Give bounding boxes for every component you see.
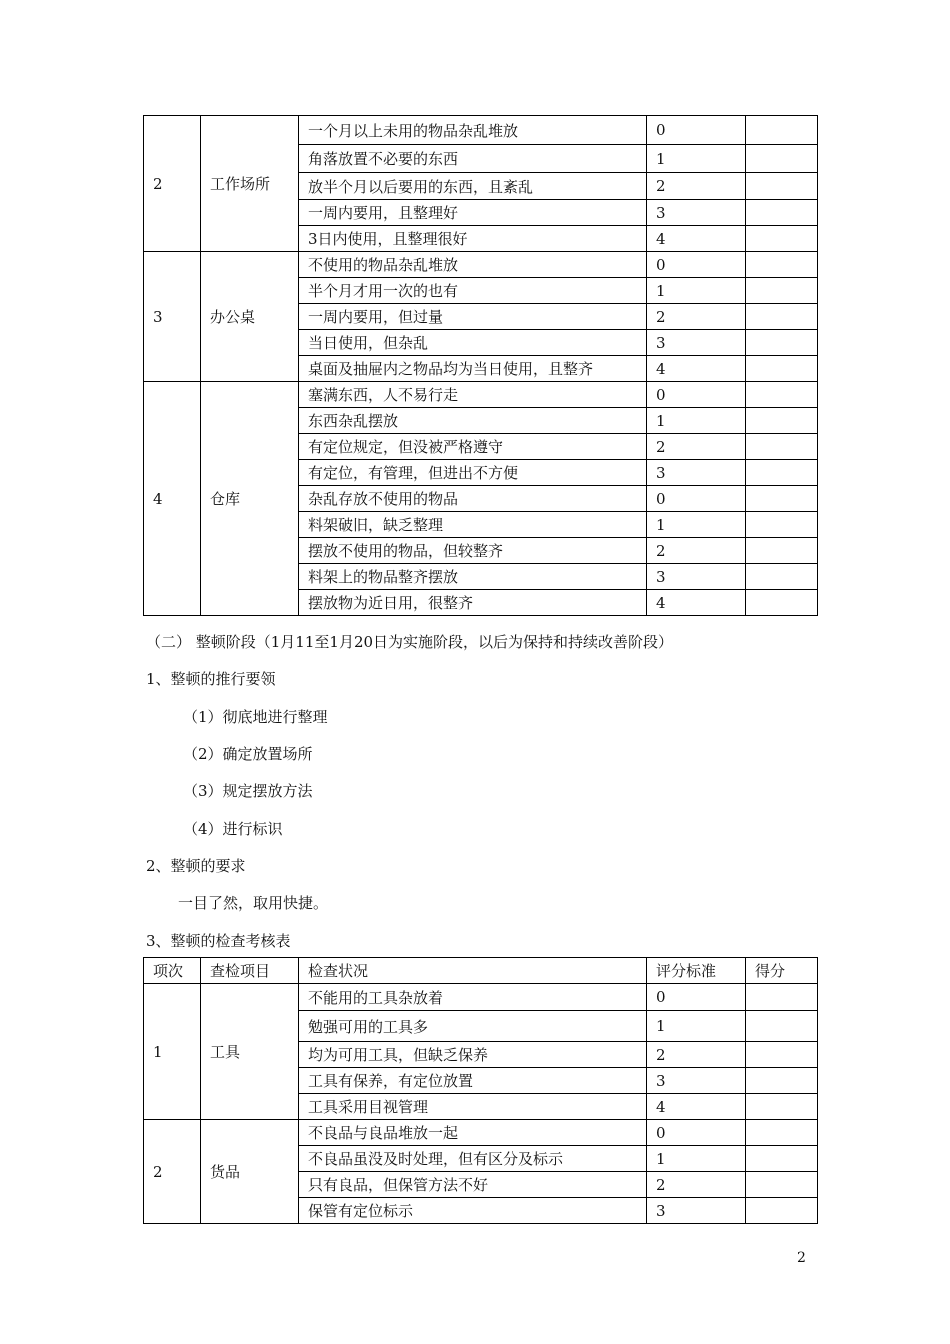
got-score-cell	[746, 1172, 818, 1198]
step-4: （4）进行标识	[183, 820, 283, 838]
score-cell: 1	[647, 1011, 746, 1042]
status-cell: 角落放置不必要的东西	[299, 145, 647, 173]
score-cell: 2	[647, 538, 746, 564]
got-score-cell	[746, 434, 818, 460]
row-number: 3	[144, 252, 201, 382]
got-score-cell	[746, 486, 818, 512]
section-title: （二） 整顿阶段（1月11至1月20日为实施阶段，以后为保持和持续改善阶段）	[146, 633, 674, 651]
status-cell: 不良品虽没及时处理，但有区分及标示	[299, 1146, 647, 1172]
inspection-table-continued	[143, 115, 818, 616]
got-score-cell	[746, 590, 818, 616]
score-cell: 1	[647, 408, 746, 434]
score-cell: 3	[647, 200, 746, 226]
got-score-cell	[746, 1120, 818, 1146]
got-score-cell	[746, 173, 818, 200]
table-row	[144, 984, 818, 1011]
page-number: 2	[797, 1250, 806, 1266]
score-cell: 2	[647, 173, 746, 200]
step-3: （3）规定摆放方法	[183, 782, 313, 800]
status-cell: 一个月以上未用的物品杂乱堆放	[299, 116, 647, 145]
got-score-cell	[746, 1094, 818, 1120]
status-cell: 3日内使用，且整理很好	[299, 226, 647, 252]
header-got: 得分	[746, 958, 818, 984]
status-cell: 工具有保养，有定位放置	[299, 1068, 647, 1094]
got-score-cell	[746, 512, 818, 538]
got-score-cell	[746, 460, 818, 486]
status-cell: 杂乱存放不使用的物品	[299, 486, 647, 512]
step-2: （2）确定放置场所	[183, 745, 313, 763]
got-score-cell	[746, 304, 818, 330]
step-1: （1）彻底地进行整理	[183, 708, 328, 726]
heading-checklist: 3、整顿的检查考核表	[146, 932, 291, 950]
status-cell: 料架上的物品整齐摆放	[299, 564, 647, 590]
row-number: 2	[144, 116, 201, 252]
got-score-cell	[746, 226, 818, 252]
inspection-checklist-table	[143, 957, 818, 1224]
check-item: 仓库	[201, 382, 299, 616]
check-item: 办公桌	[201, 252, 299, 382]
score-cell: 0	[647, 252, 746, 278]
status-cell: 摆放物为近日用，很整齐	[299, 590, 647, 616]
table-header-row	[144, 958, 818, 984]
score-cell: 3	[647, 1068, 746, 1094]
got-score-cell	[746, 538, 818, 564]
got-score-cell	[746, 1146, 818, 1172]
status-cell: 东西杂乱摆放	[299, 408, 647, 434]
got-score-cell	[746, 984, 818, 1011]
table-row	[144, 116, 818, 145]
status-cell: 塞满东西，人不易行走	[299, 382, 647, 408]
table-row	[144, 382, 818, 408]
got-score-cell	[746, 408, 818, 434]
score-cell: 1	[647, 145, 746, 173]
score-cell: 3	[647, 460, 746, 486]
score-cell: 0	[647, 116, 746, 145]
row-number: 4	[144, 382, 201, 616]
check-item: 工作场所	[201, 116, 299, 252]
score-cell: 4	[647, 1094, 746, 1120]
got-score-cell	[746, 564, 818, 590]
status-cell: 只有良品，但保管方法不好	[299, 1172, 647, 1198]
score-cell: 0	[647, 1120, 746, 1146]
status-cell: 摆放不使用的物品，但较整齐	[299, 538, 647, 564]
score-cell: 1	[647, 278, 746, 304]
score-cell: 4	[647, 226, 746, 252]
requirement-text: 一目了然，取用快捷。	[178, 894, 329, 912]
score-cell: 2	[647, 304, 746, 330]
got-score-cell	[746, 1198, 818, 1224]
row-number: 2	[144, 1120, 201, 1224]
score-cell: 0	[647, 486, 746, 512]
status-cell: 工具采用目视管理	[299, 1094, 647, 1120]
status-cell: 均为可用工具，但缺乏保养	[299, 1042, 647, 1068]
got-score-cell	[746, 200, 818, 226]
got-score-cell	[746, 145, 818, 173]
status-cell: 一周内要用，但过量	[299, 304, 647, 330]
table-row	[144, 1120, 818, 1146]
status-cell: 有定位，有管理，但进出不方便	[299, 460, 647, 486]
status-cell: 放半个月以后要用的东西，且紊乱	[299, 173, 647, 200]
status-cell: 桌面及抽屉内之物品均为当日使用，且整齐	[299, 356, 647, 382]
status-cell: 半个月才用一次的也有	[299, 278, 647, 304]
got-score-cell	[746, 252, 818, 278]
header-score: 评分标准	[647, 958, 746, 984]
header-item: 查检项目	[201, 958, 299, 984]
heading-requirements: 2、整顿的要求	[146, 857, 246, 875]
got-score-cell	[746, 1011, 818, 1042]
score-cell: 0	[647, 382, 746, 408]
score-cell: 2	[647, 1042, 746, 1068]
score-cell: 3	[647, 564, 746, 590]
status-cell: 有定位规定，但没被严格遵守	[299, 434, 647, 460]
heading-key-points: 1、整顿的推行要领	[146, 670, 276, 688]
got-score-cell	[746, 116, 818, 145]
status-cell: 一周内要用，且整理好	[299, 200, 647, 226]
header-no: 项次	[144, 958, 201, 984]
score-cell: 1	[647, 1146, 746, 1172]
got-score-cell	[746, 356, 818, 382]
header-status: 检查状况	[299, 958, 647, 984]
got-score-cell	[746, 1042, 818, 1068]
status-cell: 不能用的工具杂放着	[299, 984, 647, 1011]
score-cell: 2	[647, 434, 746, 460]
status-cell: 料架破旧，缺乏整理	[299, 512, 647, 538]
score-cell: 0	[647, 984, 746, 1011]
score-cell: 1	[647, 512, 746, 538]
status-cell: 保管有定位标示	[299, 1198, 647, 1224]
table-row	[144, 252, 818, 278]
check-item: 货品	[201, 1120, 299, 1224]
got-score-cell	[746, 382, 818, 408]
got-score-cell	[746, 1068, 818, 1094]
score-cell: 2	[647, 1172, 746, 1198]
status-cell: 不使用的物品杂乱堆放	[299, 252, 647, 278]
status-cell: 不良品与良品堆放一起	[299, 1120, 647, 1146]
score-cell: 4	[647, 356, 746, 382]
score-cell: 3	[647, 1198, 746, 1224]
row-number: 1	[144, 984, 201, 1120]
score-cell: 4	[647, 590, 746, 616]
score-cell: 3	[647, 330, 746, 356]
status-cell: 勉强可用的工具多	[299, 1011, 647, 1042]
status-cell: 当日使用，但杂乱	[299, 330, 647, 356]
got-score-cell	[746, 330, 818, 356]
got-score-cell	[746, 278, 818, 304]
check-item: 工具	[201, 984, 299, 1120]
